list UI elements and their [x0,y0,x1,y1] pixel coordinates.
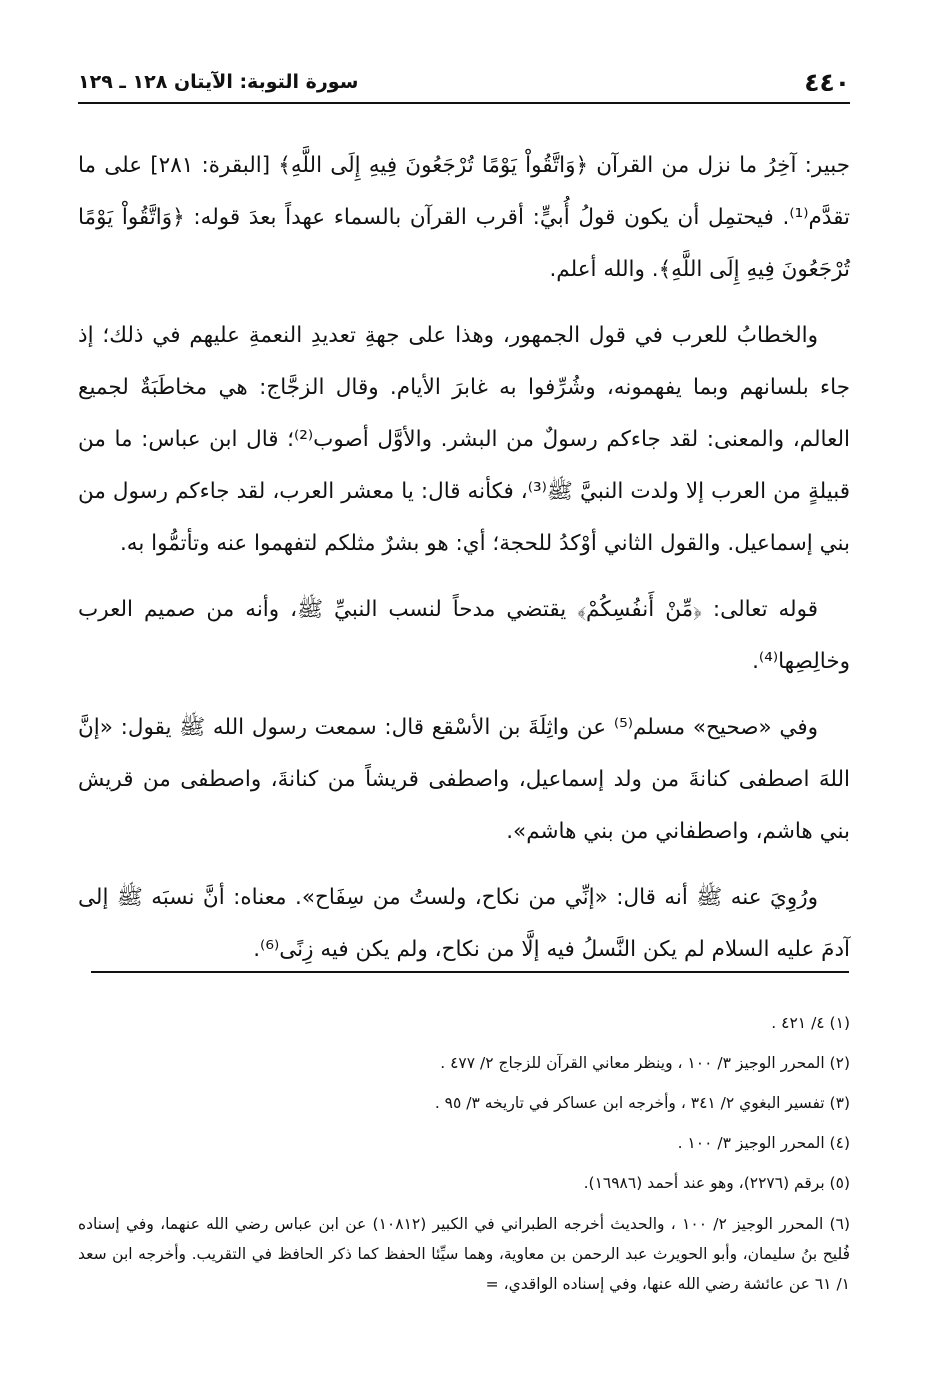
footnote: (٣) تفسير البغوي ٢/ ٣٤١ ، وأخرجه ابن عساكر في تاريخه ٣/ ٩٥ . [434,1094,850,1112]
main-text [78,140,850,990]
paragraph: جبير: آخِرُ ما نزل من القرآن ﴿وَاتَّقُواْ يَوْمًا تُرْجَعُونَ فِيهِ إِلَى اللَّهِ﴾ [البقرة: ٢٨١] على ما تقدَّم⁽¹⁾. فيحتمِل أن يكون قولُ أُبيٍّ: أقرب القرآن بالسماء عهداً بعدَ قوله: ﴿وَاتَّقُواْ يَوْمًا تُرْجَعُونَ فِيهِ إِلَى اللَّهِ﴾. والله أعلم. [78,153,850,282]
paragraph: والخطابُ للعرب في قول الجمهور، وهذا على جهةِ تعديدِ النعمةِ عليهم في ذلك؛ إذ جاء بلسانهم وبما يفهمونه، وشُرِّفوا به غابرَ الأيام. وقال الزجَّاج: هي مخاطَبَةٌ لجميع العالم، والمعنى: لقد جاءكم رسولٌ من البشر. والأوَّل أصوب⁽²⁾؛ قال ابن عباس: ما من قبيلةٍ من العرب إلا ولدت النبيَّ ﷺ⁽³⁾، فكأنه قال: يا معشر العرب، لقد جاءكم رسول من بني إسماعيل. والقول الثاني أوْكدُ للحجة؛ أي: هو بشرٌ مثلكم لتفهموا عنه وتأتمُّوا به. [78,323,850,556]
paragraph: ورُوِيَ عنه ﷺ أنه قال: «إنِّي من نكاح، ولستُ من سِفَاح». معناه: أنَّ نسبَه ﷺ إلى آدمَ عليه السلام لم يكن النَّسلُ فيه إلَّا من نكاح، ولم يكن فيه زِنًى⁽⁶⁾. [78,885,850,962]
running-title: سورة التوبة: الآيتان ١٢٨ ـ ١٢٩ [78,71,359,93]
footnotes [78,1003,850,1299]
page-header [78,62,850,104]
paragraph: وفي «صحيح» مسلم⁽⁵⁾ عن واثِلَةَ بن الأسْقع قال: سمعت رسول الله ﷺ يقول: «إنَّ اللهَ اصطفى كنانةَ من ولد إسماعيل، واصطفى قريشاً من كنانةَ، واصطفى من قريش بني هاشم، واصطفاني من بني هاشم». [78,715,850,844]
footnote: (٤) المحرر الوجيز ٣/ ١٠٠ . [677,1134,850,1152]
footnote: (٦) المحرر الوجيز ٢/ ١٠٠ ، والحديث أخرجه الطبراني في الكبير (١٠٨١٢) عن ابن عباس رضي الله عنهما، وفي إسناده فُليح بنُ سليمان، وأبو الحويرث عبد الرحمن بن معاوية، وهما سيِّئا الحفظ كما ذكر الحافظ في التقريب. وأخرجه ابن سعد ١/ ٦١ عن عائشة رضي الله عنها، وفي إسناده الواقدي، = [78,1215,850,1293]
paragraph: قوله تعالى: ﴿مِّنْ أَنفُسِكُمْ﴾ يقتضي مدحاً لنسب النبيِّ ﷺ، وأنه من صميم العرب وخالِصِها⁽⁴⁾. [78,597,850,674]
page-number: ٤٤٠ [804,67,850,97]
footnote-separator [91,971,849,973]
footnote: (٥) برقم (٢٢٧٦)، وهو عند أحمد (١٦٩٨٦). [583,1174,850,1192]
footnote: (٢) المحرر الوجيز ٣/ ١٠٠ ، وينظر معاني القرآن للزجاج ٢/ ٤٧٧ . [440,1054,850,1072]
footnote: (١) ٤/ ٤٢١ . [771,1014,850,1032]
